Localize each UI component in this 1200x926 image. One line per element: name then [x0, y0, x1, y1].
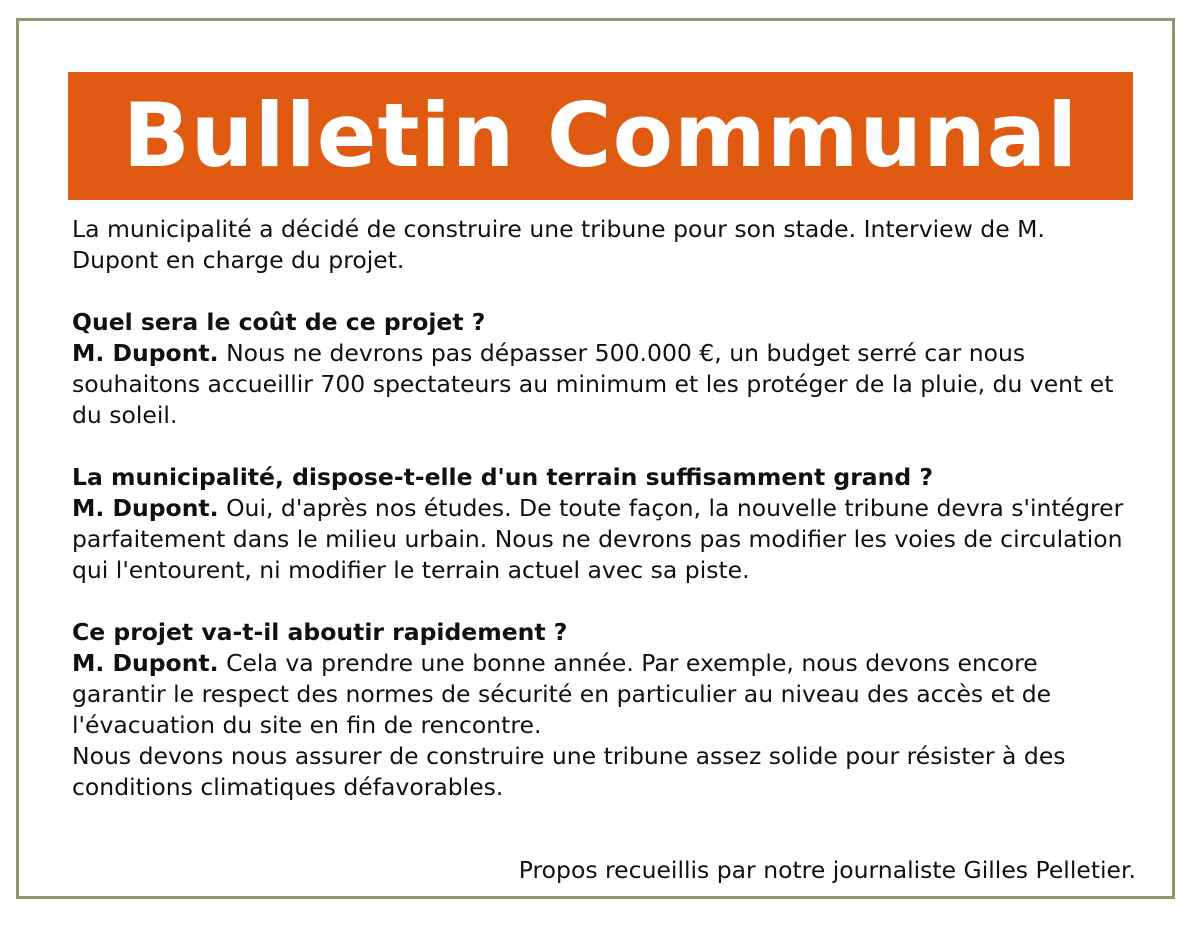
- answer-2-speaker: M. Dupont.: [72, 494, 219, 522]
- bulletin-banner: [68, 72, 1133, 200]
- question-1: Quel sera le coût de ce projet ?: [72, 308, 486, 336]
- question-3: Ce projet va-t-il aboutir rapidement ?: [72, 618, 568, 646]
- answer-3-continued: Nous devons nous assurer de construire une tribune assez solide pour résister à des conditions climatiques défavorables.: [72, 742, 1066, 801]
- answer-1-speaker: M. Dupont.: [72, 339, 219, 367]
- answer-3-text: Cela va prendre une bonne année. Par exemple, nous devons encore garantir le respect des normes de sécurité en particulier au niveau des accès et de l'évacuation du site en fin de rencontre.: [72, 649, 1052, 739]
- answer-3: [72, 648, 1136, 741]
- article-body: [72, 214, 1136, 803]
- answer-1: [72, 338, 1136, 431]
- answer-2-text: Oui, d'après nos études. De toute façon, la nouvelle tribune devra s'intégrer parfaitement dans le milieu urbain. Nous ne devrons pas modifier les voies de circulation qui l'entourent, ni modifier le terrain actuel avec sa piste.: [72, 494, 1124, 584]
- intro-paragraph: La municipalité a décidé de construire une tribune pour son stade. Interview de M. Dupont en charge du projet.: [72, 215, 1045, 274]
- signature: Propos recueillis par notre journaliste Gilles Pelletier.: [518, 856, 1136, 884]
- bulletin-title: Bulletin Communal: [122, 84, 1079, 187]
- answer-2: [72, 493, 1136, 586]
- answer-1-text: Nous ne devrons pas dépasser 500.000 €, un budget serré car nous souhaitons accueillir 700 spectateurs au minimum et les protéger de la pluie, du vent et du soleil.: [72, 339, 1114, 429]
- answer-3-speaker: M. Dupont.: [72, 649, 219, 677]
- question-2: La municipalité, dispose-t-elle d'un terrain suffisamment grand ?: [72, 463, 934, 491]
